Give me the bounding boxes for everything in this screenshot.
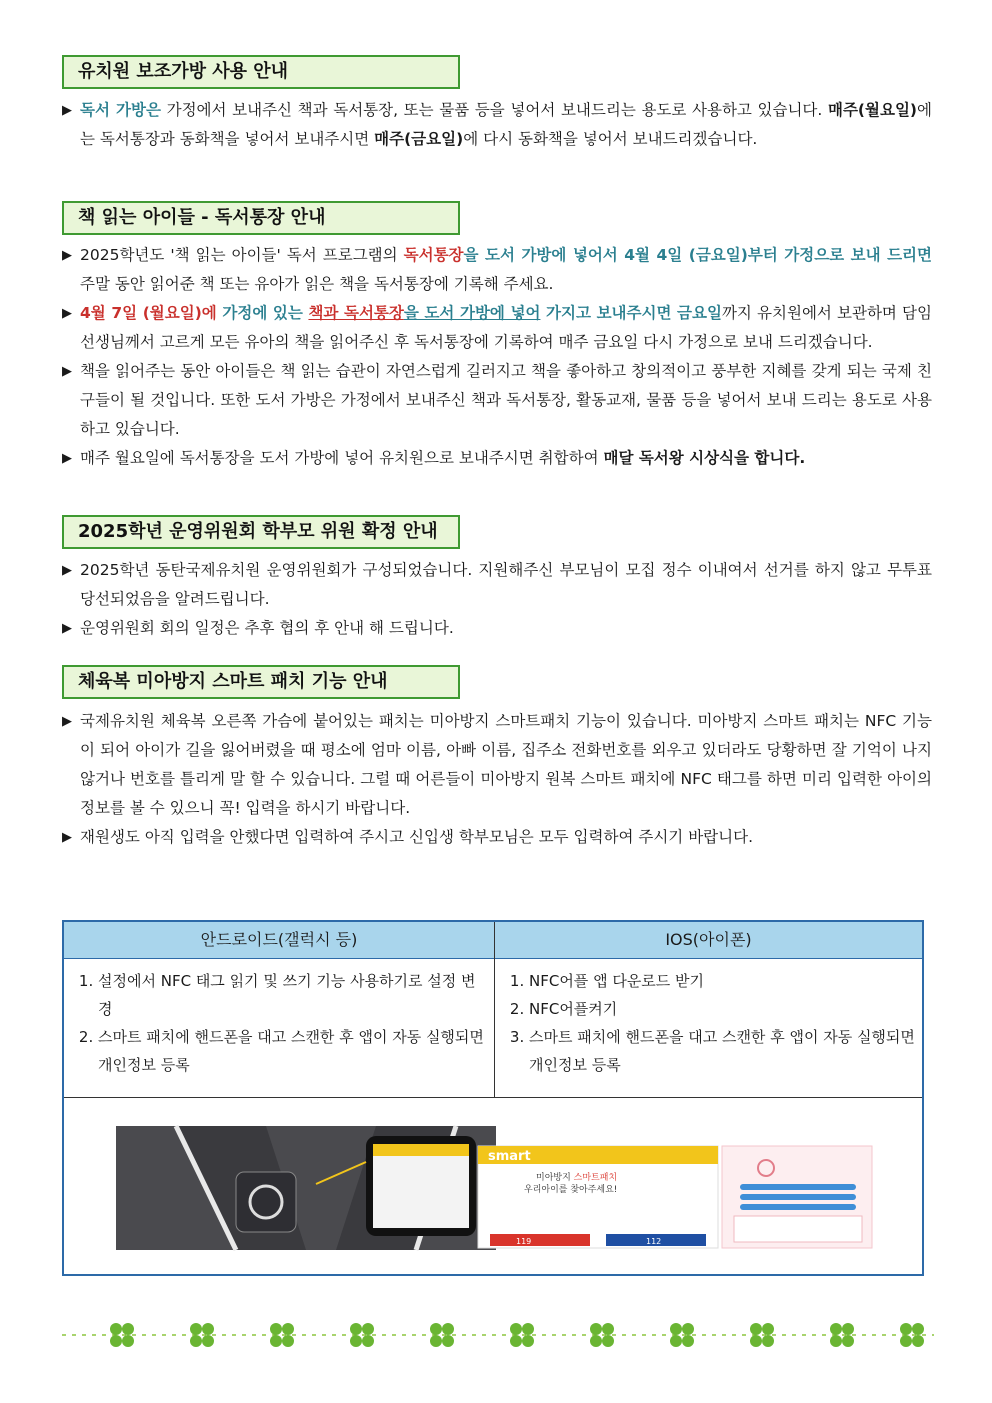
reading-books-highlight: 책과 독서통장 (308, 304, 404, 322)
reading-bullet-1 (62, 241, 932, 299)
triangle-bullet-icon: ▶ (62, 103, 72, 118)
bag-text-3: 에 다시 동화책을 넣어서 보내드리겠습니다. (463, 130, 758, 148)
ios-step: 3. 스마트 패치에 핸드폰을 대고 스캔한 후 앱이 자동 실행되면 개인정보 등록 (529, 1023, 916, 1079)
app-heading: 미아방지 스마트패치 (536, 1173, 618, 1183)
reading-friday-highlight: 가지고 보내주시면 금요일 (540, 304, 722, 322)
badge-119 (490, 1234, 590, 1246)
reading-text-3: 가정에 있는 (216, 304, 309, 322)
ios-steps (495, 959, 922, 1097)
info-box (734, 1216, 862, 1242)
clover-border-decoration (62, 1318, 934, 1352)
section-title-patch: 체육복 미아방지 스마트 패치 기능 안내 (62, 665, 460, 699)
reading-bankbook-highlight: 독서통장 (403, 246, 464, 264)
android-header: 안드로이드(갤럭시 등) (64, 922, 494, 959)
reading-text-6: 매주 월요일에 독서통장을 도서 가방에 넣어 유치원으로 보내주시면 취합하여 (80, 449, 604, 467)
ios-step: 1. NFC어플 앱 다운로드 받기 (529, 967, 916, 995)
nfc-instruction-table (62, 920, 924, 1276)
section-committee-body (62, 556, 932, 643)
badge-119-label: 119 (516, 1237, 532, 1246)
section-title-committee: 2025학년 운영위원회 학부모 위원 확정 안내 (62, 515, 460, 549)
committee-bullet-2 (62, 614, 932, 643)
bag-highlight: 독서 가방은 (80, 101, 161, 119)
committee-text: 2025학년 동탄국제유치원 운영위원회가 구성되었습니다. 지원해주신 부모님이 모집 정수 이내여서 선거를 하지 않고 무투표 당선되었음을 알려드립니다. (80, 561, 932, 608)
bag-text: 가정에서 보내주신 책과 독서통장, 또는 물품 등을 넣어서 보내드리는 용도로 사용하고 있습니다. (160, 101, 828, 119)
triangle-bullet-icon: ▶ (62, 364, 72, 379)
section-bag-body (62, 96, 932, 154)
reading-bullet-3 (62, 357, 932, 444)
patch-text-2: 재원생도 아직 입력을 안했다면 입력하여 주시고 신입생 학부모님은 모두 입력하여 주시기 바랍니다. (80, 828, 754, 846)
triangle-bullet-icon: ▶ (62, 621, 72, 636)
reading-text-4: 까지 유치원에서 보관하며 담임선생님께서 고르게 모든 유아의 책을 읽어주신 후 독서통장에 기록하여 매주 금요일 다시 가정으로 보내 드리겠습니다. (80, 304, 932, 351)
smart-patch-image (116, 1122, 874, 1252)
reading-text-5: 책을 읽어주는 동안 아이들은 책 읽는 습관이 자연스럽게 길러지고 책을 좋아하고 창의적이고 풍부한 지혜를 갖게 되는 국제 친구들이 될 것입니다. 또한 도서 가방은 가정에서 보내주신 책과 독서통장, 활동교재, 물품 등을 넣어서 보내 드리는 용도로 사용하고 있습니다. (80, 362, 932, 438)
monday-text: 매주(월요일) (827, 101, 918, 119)
section-patch-body (62, 707, 932, 852)
app-subheading: 우리아이를 찾아주세요! (524, 1185, 618, 1195)
section-reading-body (62, 241, 932, 473)
triangle-bullet-icon: ▶ (62, 830, 72, 845)
patch-text: 국제유치원 체육복 오른쪽 가슴에 붙어있는 패치는 미아방지 스마트패치 기능이 있습니다. 미아방지 스마트 패치는 NFC 기능이 되어 아이가 길을 잃어버렸을 때 평소에 엄마 이름, 아빠 이름, 집주소 전화번호를 외우고 있더라도 당황하면 잘 기억이 나지 않거나 번호를 틀리게 말 할 수 있습니다. 그럴 때 어른들이 미아방지 원복 스마트 패치에 NFC 태그를 하면 미리 입력한 아이의 정보를 볼 수 있으니 꼭! 입력을 하시기 바랍니다. (80, 712, 932, 817)
reading-bullet-2 (62, 299, 932, 357)
nfc-patch (236, 1172, 296, 1232)
reading-monday-highlight: 4월 7일 (월요일)에 (80, 304, 217, 322)
badge-112-label: 112 (646, 1237, 662, 1246)
info-bar (740, 1194, 856, 1200)
brand-logo: smart (488, 1149, 531, 1164)
android-step: 1. 설정에서 NFC 태그 읽기 및 쓰기 기능 사용하기로 설정 변경 (98, 967, 488, 1023)
triangle-bullet-icon: ▶ (62, 563, 72, 578)
triangle-bullet-icon: ▶ (62, 714, 72, 729)
ios-header: IOS(아이폰) (495, 922, 922, 959)
triangle-bullet-icon: ▶ (62, 451, 72, 466)
reading-text-2: 주말 동안 읽어준 책 또는 유아가 읽은 책을 독서통장에 기록해 주세요. (80, 275, 554, 293)
reading-bullet-4 (62, 444, 932, 473)
patch-bullet-1 (62, 707, 932, 823)
ios-step: 2. NFC어플켜기 (529, 995, 916, 1023)
committee-bullet-1 (62, 556, 932, 614)
table-divider (64, 1097, 922, 1098)
phone-screen (373, 1144, 469, 1228)
android-steps (64, 959, 494, 1097)
committee-text-2: 운영위원회 회의 일정은 추후 협의 후 안내 해 드립니다. (80, 619, 454, 637)
section-title-bag: 유치원 보조가방 사용 안내 (62, 55, 460, 89)
bag-paragraph (62, 96, 932, 154)
friday-text: 매주(금요일) (374, 130, 464, 148)
triangle-bullet-icon: ▶ (62, 306, 72, 321)
reading-award-highlight: 매달 독서왕 시상식을 합니다. (603, 449, 806, 467)
section-title-reading: 책 읽는 아이들 - 독서통장 안내 (62, 201, 460, 235)
reading-bag-highlight: 을 도서 가방에 넣어 (403, 304, 541, 322)
info-bar (740, 1204, 856, 1210)
smart-patch-illustration (116, 1122, 874, 1252)
info-bar (740, 1184, 856, 1190)
patch-bullet-2 (62, 823, 932, 852)
triangle-bullet-icon: ▶ (62, 248, 72, 263)
phone-screen-header (373, 1144, 469, 1156)
android-step: 2. 스마트 패치에 핸드폰을 대고 스캔한 후 앱이 자동 실행되면 개인정보 등록 (98, 1023, 488, 1079)
bag-text-2: 에는 독서통장과 동화책을 넣어서 보내주시면 (80, 101, 932, 148)
reading-text: 2025학년도 '책 읽는 아이들' 독서 프로그램의 (80, 246, 404, 264)
reading-date-highlight: 을 도서 가방에 넣어서 4월 4일 (금요일)부터 가정으로 보내 드리면 (463, 246, 932, 264)
